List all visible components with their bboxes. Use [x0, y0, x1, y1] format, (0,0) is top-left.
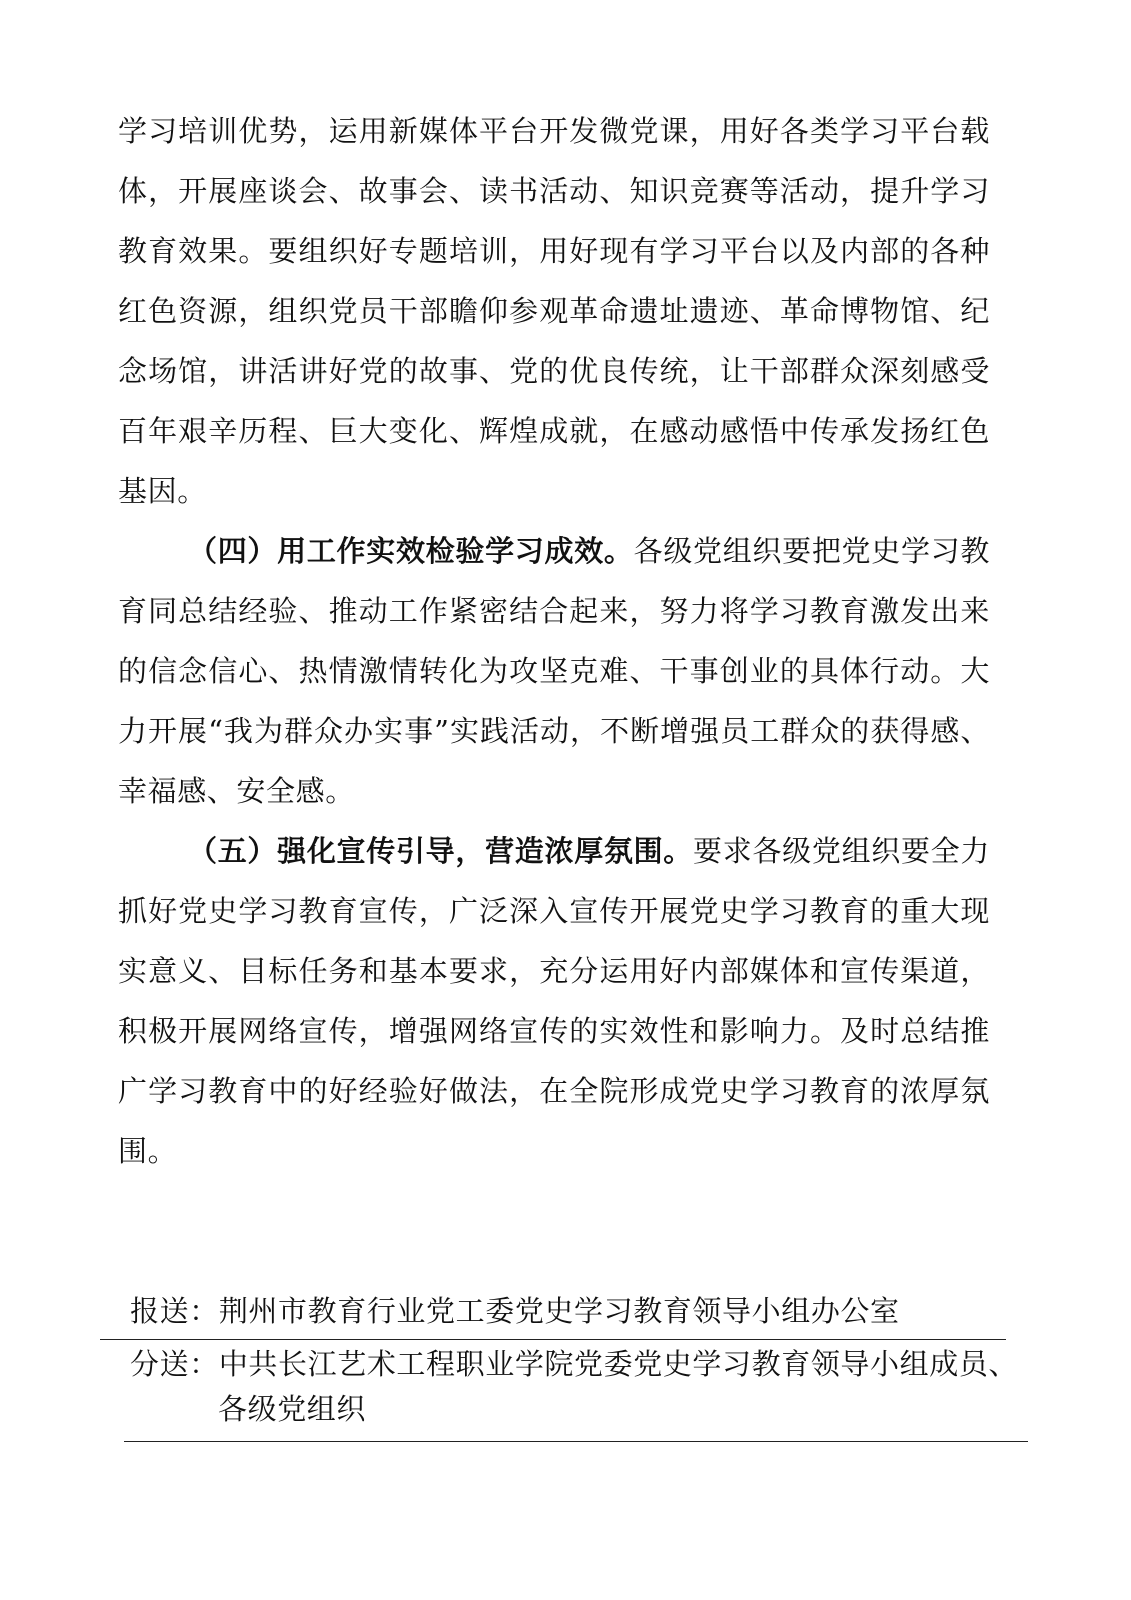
report-to-label: 报送： [130, 1294, 219, 1328]
report-to-line [130, 1287, 900, 1335]
report-to-value: 荆州市教育行业党工委党史学习教育领导小组办公室 [218, 1294, 900, 1328]
section-5-body: 要求各级党组织要全力抓好党史学习教育宣传，广泛深入宣传开展党史学习教育的重大现实意义、目标任务和基本要求，充分运用好内部媒体和宣传渠道，积极开展网络宣传，增强网络宣传的实效性和影响力。及时总结推广学习教育中的好经验好做法，在全院形成党史学习教育的浓厚氛围。 [118, 834, 990, 1168]
copy-to-value-line1: 中共长江艺术工程职业学院党委党史学习教育领导小组成员、 [218, 1347, 1019, 1381]
section-4-heading: （四）用工作实效检验学习成效。 [188, 534, 634, 568]
divider-line-bottom [124, 1441, 1028, 1442]
paragraph-continued: 学习培训优势，运用新媒体平台开发微党课，用好各类学习平台载体，开展座谈会、故事会、读书活动、知识竞赛等活动，提升学习教育效果。要组织好专题培训，用好现有学习平台以及内部的各种红色资源，组织党员干部瞻仰参观革命遗址遗迹、革命博物馆、纪念场馆，讲活讲好党的故事、党的优良传统，让干部群众深刻感受百年艰辛历程、巨大变化、辉煌成就，在感动感悟中传承发扬红色基因。 [118, 114, 990, 508]
section-5-paragraph [118, 821, 990, 1181]
section-4-paragraph [118, 521, 990, 821]
section-5-heading: （五）强化宣传引导，营造浓厚氛围。 [188, 834, 694, 868]
copy-to-label: 分送： [130, 1347, 219, 1381]
divider-line-top [100, 1339, 1006, 1340]
copy-to-line [130, 1340, 1018, 1388]
copy-to-value-line2: 各级党组织 [218, 1392, 367, 1426]
section-4-body: 各级党组织要把党史学习教育同总结经验、推动工作紧密结合起来，努力将学习教育激发出来的信念信心、热情激情转化为攻坚克难、干事创业的具体行动。大力开展“我为群众办实事”实践活动，不断增强员工群众的获得感、幸福感、安全感。 [118, 534, 990, 808]
document-body [118, 101, 990, 1181]
